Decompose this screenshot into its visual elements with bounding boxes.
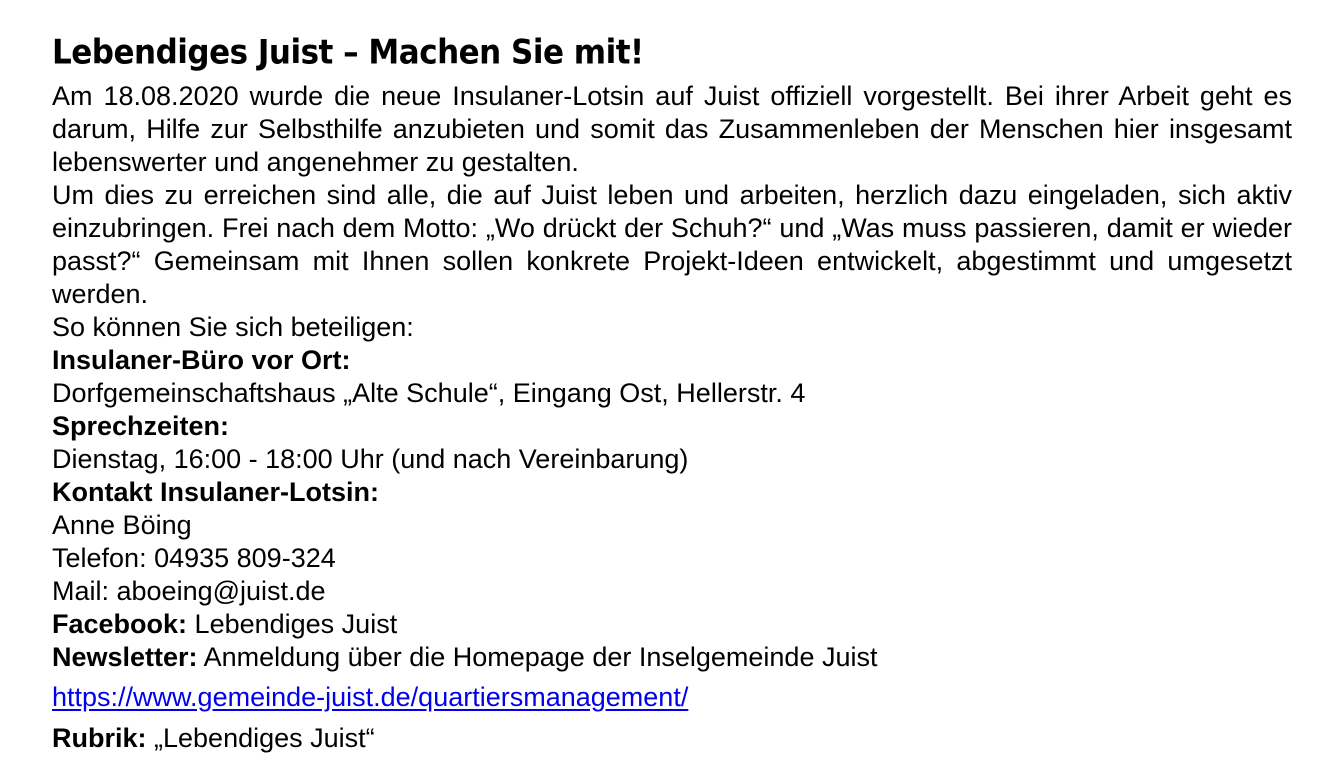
phone-line: Telefon: 04935 809-324 xyxy=(52,543,336,573)
website-line xyxy=(52,681,1292,714)
website-link[interactable]: https://www.gemeinde-juist.de/quartiersmanagement/ xyxy=(52,682,689,712)
intro-paragraph-1: Am 18.08.2020 wurde die neue Insulaner-Lotsin auf Juist offiziell vorgestellt. Bei ihrer Arbeit geht es darum, Hilfe zur Selbsthilfe anzubieten und somit das Zusammenleben der Menschen hier insgesamt lebenswerter und angenehmer zu gestalten. xyxy=(52,81,1292,177)
intro-paragraph-2: Um dies zu erreichen sind alle, die auf Juist leben und arbeiten, herzlich dazu eingeladen, sich aktiv einzubringen. Frei nach dem Motto: „Wo drückt der Schuh?“ und „Was muss passieren, damit er wieder passt?“ Gemeinsam mit Ihnen sollen konkrete Projekt-Ideen entwickelt, abgestimmt und umgesetzt werden. xyxy=(52,180,1292,309)
newsletter-line xyxy=(52,641,1292,674)
newsletter-label: Newsletter: xyxy=(52,642,198,672)
rubric-value: „Lebendiges Juist“ xyxy=(154,723,375,753)
office-address: Dorfgemeinschaftshaus „Alte Schule“, Eingang Ost, Hellerstr. 4 xyxy=(52,378,806,408)
participate-line: So können Sie sich beteiligen: xyxy=(52,312,414,342)
facebook-value: Lebendiges Juist xyxy=(194,609,398,639)
document-title: Lebendiges Juist – Machen Sie mit! xyxy=(52,33,644,72)
rubric-label: Rubrik: xyxy=(52,723,147,753)
contact-heading: Kontakt Insulaner-Lotsin: xyxy=(52,477,380,507)
facebook-label: Facebook: xyxy=(52,609,188,639)
rubric-line xyxy=(52,722,1292,755)
contact-name: Anne Böing xyxy=(52,510,192,540)
newsletter-value: Anmeldung über die Homepage der Inselgemeinde Juist xyxy=(203,642,878,672)
facebook-line xyxy=(52,608,1292,641)
mail-line: Mail: aboeing@juist.de xyxy=(52,576,326,606)
office-heading: Insulaner-Büro vor Ort: xyxy=(52,345,351,375)
hours-heading: Sprechzeiten: xyxy=(52,411,230,441)
hours-value: Dienstag, 16:00 - 18:00 Uhr (und nach Vereinbarung) xyxy=(52,444,689,474)
